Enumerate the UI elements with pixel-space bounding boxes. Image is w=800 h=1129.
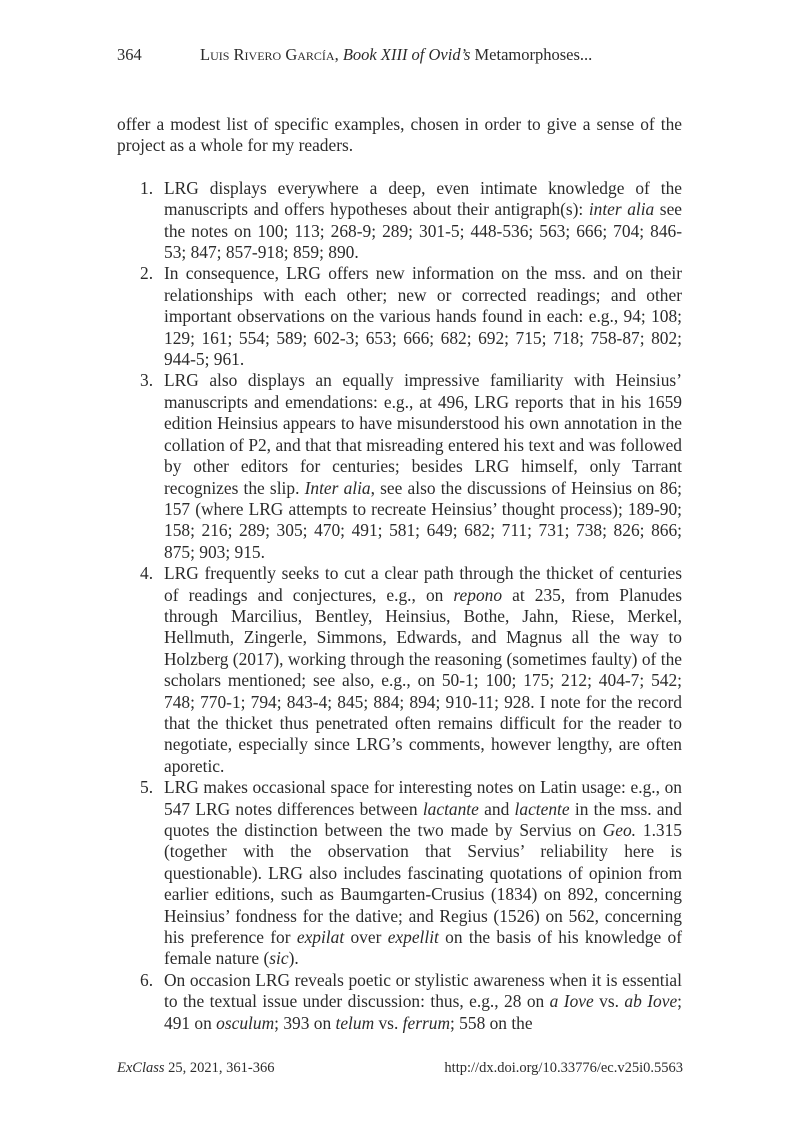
list-item-text: LRG also displays an equally impressive familiarity with Heinsius’ manuscripts and emendations: e.g., at 496, LRG reports that in his 1659 edition Heinsius appears to have misunderstood his own annotation in the collation of P2, and that that misreading entered his text and was followed by other editors for centuries; besides LRG himself, only Tarrant recognizes the slip. xyxy=(164,370,682,498)
list-item-text: LRG makes occasional space for interesting notes on Latin usage: e.g., on 547 LRG notes differences between xyxy=(164,777,682,819)
list-item xyxy=(117,970,682,1034)
journal-name: ExClass xyxy=(117,1060,165,1076)
list-item-text: over xyxy=(344,927,388,948)
list-item-text: on the basis of his knowledge of female nature ( xyxy=(164,927,682,969)
list-item-text: In consequence, LRG offers new information on the mss. and on their relationships with each other; new or corrected readings; and other important observations on the various hands found in each: e.g., 94; 108; 129; 161; 554; 589; 602-3; 653; 666; 682; 692; 715; 718; 758-87; 802; 944-5; 961. xyxy=(164,263,682,370)
italic-term: osculum xyxy=(216,1012,275,1033)
italic-term: lactante xyxy=(422,798,479,819)
italic-term: ab Iove xyxy=(624,991,678,1012)
header-separator: , xyxy=(334,45,343,64)
italic-term: inter alia xyxy=(588,199,655,220)
italic-term: expilat xyxy=(296,927,345,948)
running-head-title xyxy=(200,45,592,64)
italic-term: lactente xyxy=(514,798,570,819)
list-item-number: 5. xyxy=(140,777,154,798)
italic-term: ferrum xyxy=(402,1012,450,1033)
page-number: 364 xyxy=(117,45,142,64)
list-item-text: LRG frequently seeks to cut a clear path through the thicket of centuries of readings and conjectures, e.g., on xyxy=(164,563,682,605)
book-title-roman: Metamorphoses... xyxy=(474,45,593,64)
list-item xyxy=(117,370,682,563)
italic-term: repono xyxy=(453,584,503,605)
italic-term: telum xyxy=(335,1012,375,1033)
list-item-text: ; 558 on the xyxy=(450,1012,533,1033)
list-item-text: On occasion LRG reveals poetic or stylistic awareness when it is essential to the textual issue under discussion: thus, e.g., 28 on xyxy=(164,969,682,1012)
running-header xyxy=(117,44,683,66)
italic-term: a Iove xyxy=(549,991,594,1012)
author-name: Luis Rivero García xyxy=(200,45,335,64)
list-item-text: vs. xyxy=(374,1012,403,1033)
list-item-text: , see also the discussions of Heinsius on 86; 157 (where LRG attempts to recreate Heinsius’ thought process); 189-90; 158; 216; 289; 305; 470; 491; 581; 649; 682; 711; 731; 738; 826; 866; 875; 903; 915. xyxy=(164,477,682,562)
book-title-italic: Book XIII of Ovid’s xyxy=(342,45,471,64)
list-item-text: see the notes on 100; 113; 268-9; 289; 301-5; 448-536; 563; 666; 704; 846-53; 847; 857-918; 859; 890. xyxy=(164,199,683,263)
citation-details: 25, 2021, 361-366 xyxy=(164,1060,275,1076)
list-item-text: ; 393 on xyxy=(274,1012,336,1033)
italic-term: Geo. xyxy=(602,820,636,840)
italic-term: expellit xyxy=(387,927,439,948)
list-item-number: 1. xyxy=(140,177,154,198)
main-text xyxy=(117,114,682,1034)
list-item-text: ; 491 on xyxy=(164,991,683,1033)
intro-paragraph: offer a modest list of specific examples, chosen in order to give a sense of the project as a whole for my readers. xyxy=(117,114,682,156)
list-item-text: LRG displays everywhere a deep, even intimate knowledge of the manuscripts and offers hypotheses about their antigraph(s): xyxy=(164,177,682,220)
list-item-text: in the mss. and quotes the distinction between the two made by Servius on xyxy=(164,798,682,840)
list-item-number: 3. xyxy=(140,370,154,391)
list-item xyxy=(117,563,682,777)
examples-list xyxy=(117,178,682,1034)
list-item xyxy=(117,777,682,970)
list-item-number: 4. xyxy=(140,563,154,584)
list-item xyxy=(117,263,682,370)
list-item-number: 6. xyxy=(140,969,154,990)
list-item xyxy=(117,178,682,264)
doi-link[interactable]: http://dx.doi.org/10.33776/ec.v25i0.5563 xyxy=(444,1060,683,1076)
journal-citation xyxy=(117,1058,275,1078)
list-item-text: and xyxy=(478,798,515,819)
list-item-number: 2. xyxy=(140,263,154,284)
list-item-text: vs. xyxy=(593,991,625,1012)
list-item-text: 1.315 (together with the observation that Servius’ reliability here is questionable). LRG also includes fascinating quotations of opinion from earlier editions, such as Baumgarten-Crusius (1834) on 892, concerning Heinsius’ fondness for the dative; and Regius (1526) on 562, concerning his preference for xyxy=(164,820,682,948)
list-item-text: at 235, from Planudes through Marcilius, Bentley, Heinsius, Bothe, Jahn, Riese, Merkel, Hellmuth, Zingerle, Simmons, Edwards, and Magnus all the way to Holzberg (2017), working through the reasoning (sometimes faulty) of the scholars mentioned; see also, e.g., on 50-1; 100; 175; 212; 404-7; 542; 748; 770-1; 794; 843-4; 845; 884; 894; 910-11; 928. I note for the record that the thicket thus penetrated often remains difficult for the reader to negotiate, especially since LRG’s comments, however lengthy, are often aporetic. xyxy=(164,584,682,776)
italic-term: sic xyxy=(269,948,289,969)
italic-term: Inter alia xyxy=(304,477,371,498)
list-item-text: ). xyxy=(288,948,299,969)
page-footer xyxy=(117,1058,683,1078)
